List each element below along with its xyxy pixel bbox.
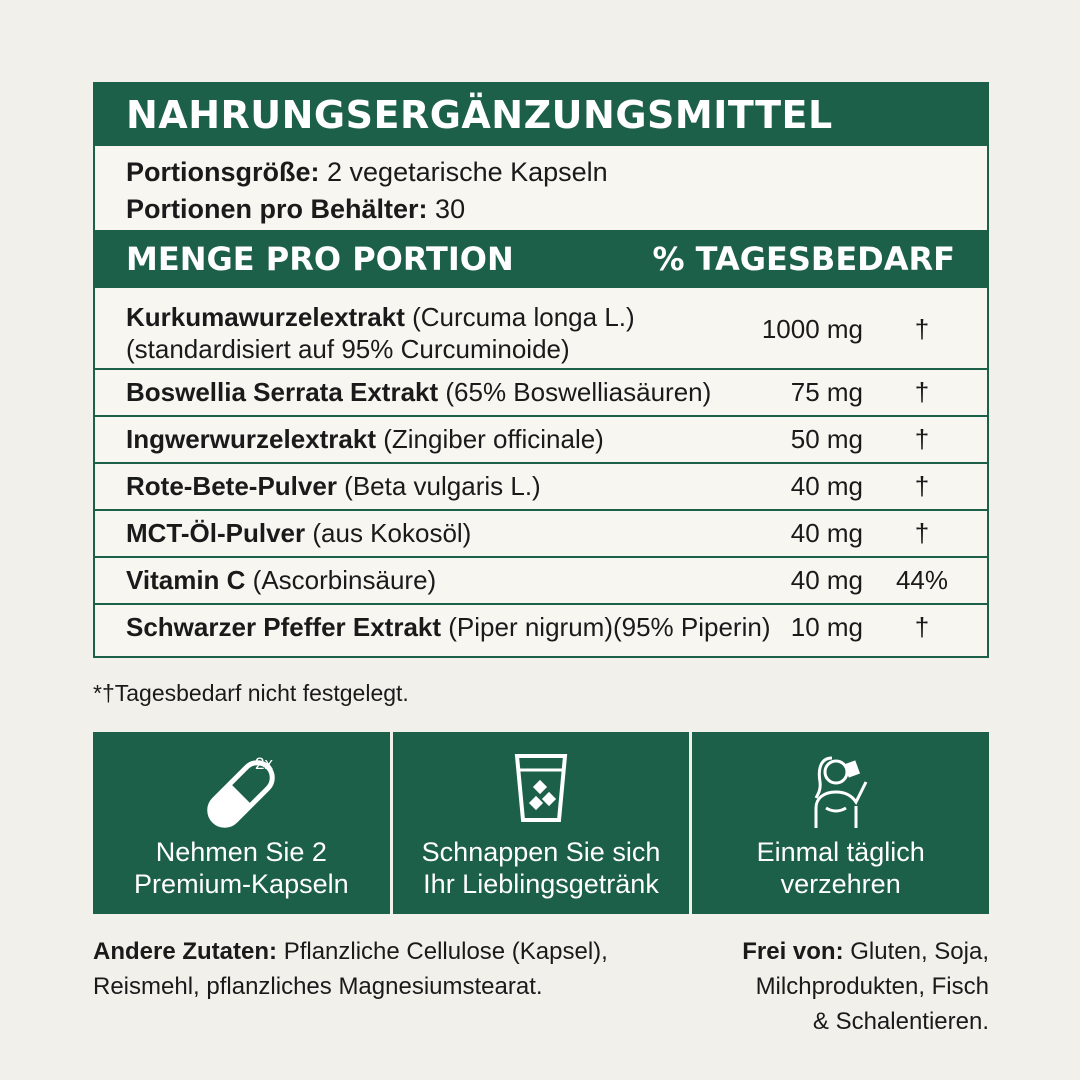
step-label-line: Einmal täglich bbox=[756, 837, 925, 867]
ingredient-detail: (65% Boswelliasäuren) bbox=[445, 377, 712, 407]
free-from-text: Gluten, Soja, bbox=[850, 938, 989, 965]
ingredient-dv: † bbox=[914, 471, 930, 501]
ingredient-dv: † bbox=[914, 612, 930, 642]
usage-steps bbox=[93, 732, 989, 914]
table-row bbox=[95, 558, 987, 605]
ingredient-amount: 50 mg bbox=[790, 424, 863, 454]
ingredient-detail: (Piper nigrum)(95% Piperin) bbox=[448, 612, 771, 642]
ingredient-title: MCT-Öl-Pulver bbox=[126, 518, 306, 548]
ingredient-dv: 44% bbox=[895, 565, 949, 595]
column-header-bar bbox=[95, 230, 987, 288]
servings-value: 30 bbox=[435, 194, 466, 224]
glass-icon bbox=[511, 752, 571, 829]
free-from-label: Frei von: bbox=[742, 938, 844, 965]
step-label bbox=[393, 836, 690, 900]
table-row bbox=[95, 288, 987, 370]
ingredient-detail-2: (standardisiert auf 95% Curcuminoide) bbox=[126, 334, 570, 364]
ingredient-detail: (Curcuma longa L.) bbox=[412, 302, 635, 332]
daily-value-header: % TAGESBEDARF bbox=[652, 240, 955, 278]
ingredient-amount: 40 mg bbox=[790, 471, 863, 501]
step-label-line: Ihr Lieblingsgetränk bbox=[423, 869, 659, 899]
ingredient-dv: † bbox=[914, 377, 930, 407]
ingredient-name bbox=[126, 605, 771, 650]
step-label bbox=[93, 836, 390, 900]
step-take-capsules bbox=[93, 732, 390, 914]
ingredient-amount: 40 mg bbox=[790, 518, 863, 548]
step-label bbox=[692, 836, 989, 900]
step-label-line: Premium-Kapseln bbox=[134, 869, 349, 899]
dose-badge: 2x bbox=[255, 754, 273, 773]
ingredient-title: Schwarzer Pfeffer Extrakt bbox=[126, 612, 442, 642]
table-row bbox=[95, 464, 987, 511]
ingredient-dv: † bbox=[914, 518, 930, 548]
supplement-facts-panel bbox=[93, 82, 989, 658]
ingredient-name bbox=[126, 511, 471, 556]
ingredient-detail: (Beta vulgaris L.) bbox=[344, 471, 541, 501]
ingredient-title: Kurkumawurzelextrakt bbox=[126, 302, 405, 332]
ingredient-name bbox=[126, 417, 604, 462]
other-ingredients-label: Andere Zutaten: bbox=[93, 938, 278, 965]
servings-label: Portionen pro Behälter: bbox=[126, 194, 428, 224]
ingredient-amount: 1000 mg bbox=[761, 314, 863, 344]
step-label-line: verzehren bbox=[780, 869, 901, 899]
ingredient-name bbox=[126, 464, 541, 509]
other-ingredients bbox=[93, 934, 693, 1004]
ingredient-dv: † bbox=[914, 424, 930, 454]
ingredient-title: Vitamin C bbox=[126, 565, 246, 595]
serving-info bbox=[95, 146, 987, 230]
servings-per-container bbox=[126, 191, 987, 228]
table-row bbox=[95, 511, 987, 558]
person-drinking-icon bbox=[806, 752, 876, 835]
other-ingredients-text: Pflanzliche Cellulose (Kapsel), bbox=[283, 938, 608, 965]
step-label-line: Nehmen Sie 2 bbox=[155, 837, 327, 867]
step-once-daily bbox=[692, 732, 989, 914]
footnote: *†Tagesbedarf nicht festgelegt. bbox=[93, 680, 409, 706]
table-row bbox=[95, 370, 987, 417]
ingredient-dv: † bbox=[914, 314, 930, 344]
table-row bbox=[95, 417, 987, 464]
ingredient-name bbox=[126, 370, 711, 415]
ingredient-detail: (aus Kokosöl) bbox=[312, 518, 472, 548]
other-ingredients-text: Reismehl, pflanzliches Magnesiumstearat. bbox=[93, 973, 543, 1000]
ingredient-title: Boswellia Serrata Extrakt bbox=[126, 377, 439, 407]
ingredient-amount: 40 mg bbox=[790, 565, 863, 595]
ingredient-amount: 10 mg bbox=[790, 612, 863, 642]
table-row bbox=[95, 605, 987, 652]
panel-title: NAHRUNGSERGÄNZUNGSMITTEL bbox=[95, 84, 987, 146]
ingredient-name bbox=[126, 301, 635, 365]
free-from bbox=[689, 934, 989, 1039]
serving-size-value: 2 vegetarische Kapseln bbox=[327, 157, 608, 187]
amount-header: MENGE PRO PORTION bbox=[126, 240, 514, 278]
ingredient-title: Rote-Bete-Pulver bbox=[126, 471, 337, 501]
step-grab-drink bbox=[393, 732, 690, 914]
serving-size-label: Portionsgröße: bbox=[126, 157, 320, 187]
step-label-line: Schnappen Sie sich bbox=[421, 837, 661, 867]
ingredient-detail: (Zingiber officinale) bbox=[383, 424, 604, 454]
free-from-text: & Schalentieren. bbox=[812, 1008, 989, 1035]
ingredient-title: Ingwerwurzelextrakt bbox=[126, 424, 376, 454]
ingredient-amount: 75 mg bbox=[790, 377, 863, 407]
ingredient-detail: (Ascorbinsäure) bbox=[252, 565, 437, 595]
ingredient-name bbox=[126, 558, 436, 603]
serving-size bbox=[126, 154, 987, 191]
free-from-text: Milchprodukten, Fisch bbox=[755, 973, 989, 1000]
